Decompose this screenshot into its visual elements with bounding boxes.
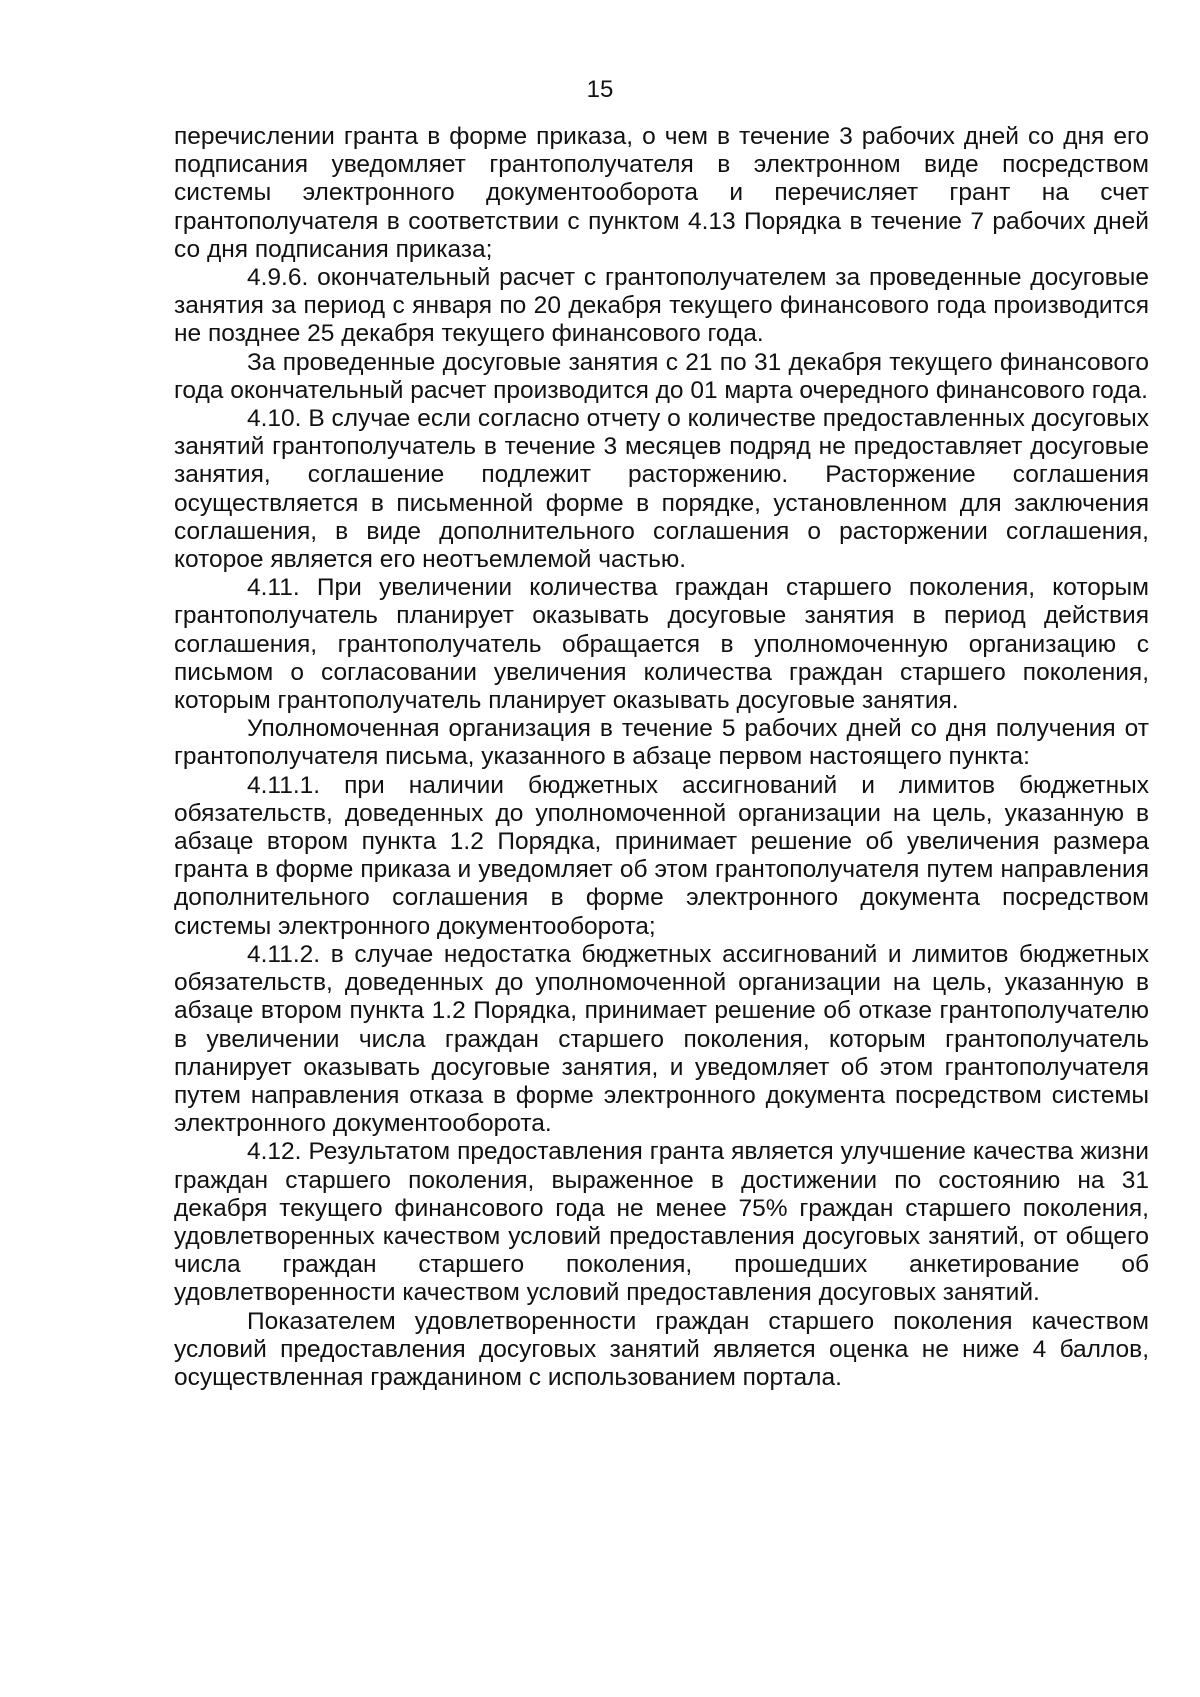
paragraph-4-12-indicator: Показателем удовлетворенности граждан старшего поколения качеством условий предоставления досуговых занятий является оценка не ниже 4 баллов, осуществленная гражданином с использованием портала. <box>174 1307 1149 1391</box>
paragraph-4-11-organization: Уполномоченная организация в течение 5 рабочих дней со дня получения от грантополучателя письма, указанного в абзаце первом настоящего пункта: <box>174 715 1149 771</box>
paragraph-4-9-6: 4.9.6. окончательный расчет с грантополучателем за проведенные досуговые занятия за период с января по 20 декабря текущего финансового года производится не позднее 25 декабря текущего финансового года. <box>174 264 1149 348</box>
paragraph-4-11: 4.11. При увеличении количества граждан старшего поколения, которым грантополучатель планирует оказывать досуговые занятия в период действия соглашения, грантополучатель обращается в уполномоченную организацию с письмом о согласовании увеличения количества граждан старшего поколения, которым грантополучатель планирует оказывать досуговые занятия. <box>174 574 1149 715</box>
paragraph-4-9-6-december: За проведенные досуговые занятия с 21 по 31 декабря текущего финансового года окончательный расчет производится до 01 марта очередного финансового года. <box>174 348 1149 404</box>
document-body <box>174 123 1149 1392</box>
paragraph-4-11-1: 4.11.1. при наличии бюджетных ассигнований и лимитов бюджетных обязательств, доведенных до уполномоченной организации на цель, указанную в абзаце втором пункта 1.2 Порядка, принимает решение об увеличения размера гранта в форме приказа и уведомляет об этом грантополучателя путем направления дополнительного соглашения в форме электронного документа посредством системы электронного документооборота; <box>174 771 1149 940</box>
paragraph-4-12: 4.12. Результатом предоставления гранта является улучшение качества жизни граждан старшего поколения, выраженное в достижении по состоянию на 31 декабря текущего финансового года не менее 75% граждан старшего поколения, удовлетворенных качеством условий предоставления досуговых занятий, от общего числа граждан старшего поколения, прошедших анкетирование об удовлетворенности качеством условий предоставления досуговых занятий. <box>174 1138 1149 1307</box>
paragraph-4-9-5-continuation: перечислении гранта в форме приказа, о чем в течение 3 рабочих дней со дня его подписания уведомляет грантополучателя в электронном виде посредством системы электронного документооборота и перечисляет грант на счет грантополучателя в соответствии с пунктом 4.13 Порядка в течение 7 рабочих дней со дня подписания приказа; <box>174 123 1149 263</box>
page-number: 15 <box>586 76 614 103</box>
paragraph-4-10: 4.10. В случае если согласно отчету о количестве предоставленных досуговых занятий грантополучатель в течение 3 месяцев подряд не предоставляет досуговые занятия, соглашение подлежит расторжению. Расторжение соглашения осуществляется в письменной форме в порядке, установленном для заключения соглашения, в виде дополнительного соглашения о расторжении соглашения, которое является его неотъемлемой частью. <box>174 405 1149 574</box>
paragraph-4-11-2: 4.11.2. в случае недостатка бюджетных ассигнований и лимитов бюджетных обязательств, доведенных до уполномоченной организации на цель, указанную в абзаце втором пункта 1.2 Порядка, принимает решение об отказе грантополучателю в увеличении числа граждан старшего поколения, которым грантополучатель планирует оказывать досуговые занятия, и уведомляет об этом грантополучателя путем направления отказа в форме электронного документа посредством системы электронного документооборота. <box>174 940 1149 1138</box>
